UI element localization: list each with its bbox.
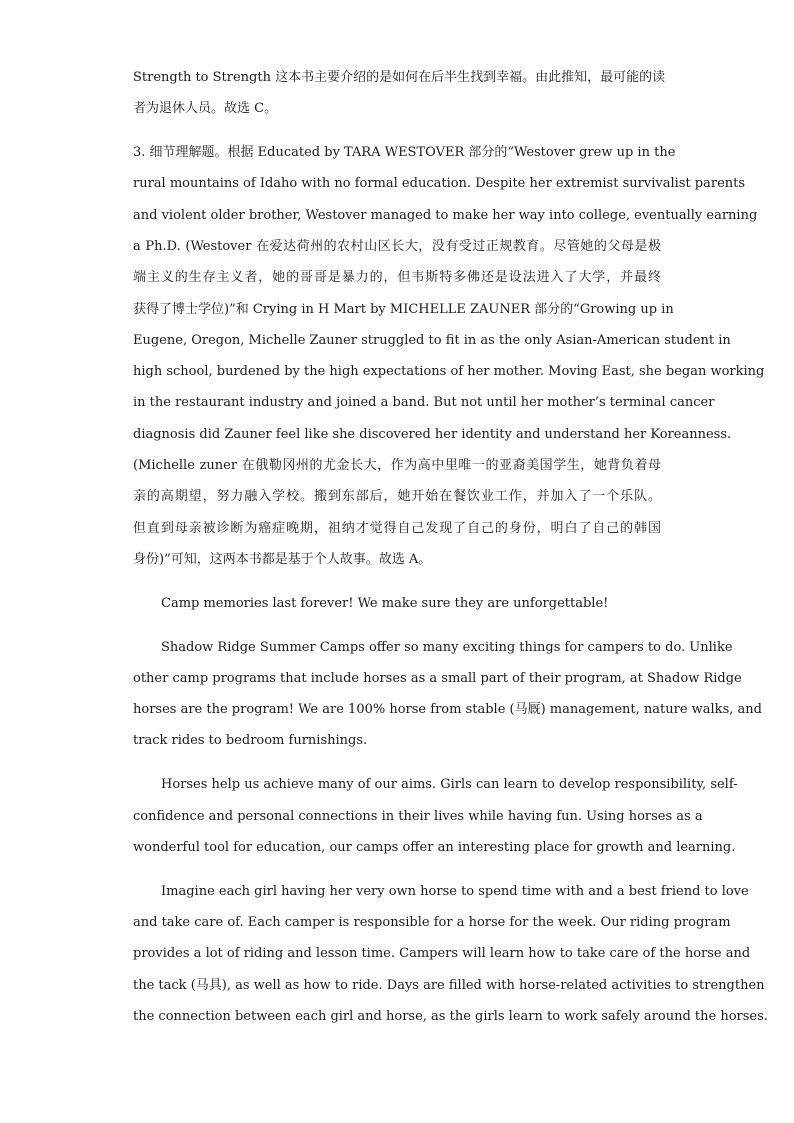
text-line: Imagine each girl having her very own horse to spend time with and a best friend to love — [161, 883, 749, 899]
paragraph-gap — [133, 125, 661, 138]
text-line: 但直到母亲被诊断为癌症晚期，祖纳才觉得自己发现了自己的身份，明白了自己的韩国 — [133, 520, 661, 536]
paragraph-gap — [133, 863, 661, 876]
passage — [133, 588, 768, 1032]
text-line: 者为退休人员。故选 C。 — [133, 101, 278, 117]
text-line: 端主义的生存主义者，她的哥哥是暴力的，但韦斯特多佛还是设法进入了大学，并最终 — [133, 270, 661, 286]
text-line: high school, burdened by the high expectations of her mother. Moving East, she began working — [133, 364, 765, 380]
text-line: other camp programs that include horses as a small part of their program, at Shadow Ridge — [133, 670, 742, 686]
text-line: Shadow Ridge Summer Camps offer so many exciting things for campers to do. Unlike — [161, 639, 733, 655]
text-line: 身份)”可知，这两本书都是基于个人故事。故选 A。 — [133, 551, 432, 567]
text-line: confidence and personal connections in their lives while having fun. Using horses as a — [133, 808, 703, 824]
text-line: the tack (马具), as well as how to ride. Days are filled with horse-related activities to strengthen — [133, 977, 765, 993]
passage-paragraph-1 — [133, 632, 762, 757]
text-line: and violent older brother, Westover managed to make her way into college, eventually earning — [133, 207, 758, 223]
text-line: 3. 细节理解题。根据 Educated by TARA WESTOVER 部分的“Westover grew up in the — [133, 145, 676, 161]
text-line: Horses help us achieve many of our aims. Girls can learn to develop responsibility, self- — [161, 777, 738, 793]
text-line: and take care of. Each camper is responsible for a horse for the week. Our riding program — [133, 914, 731, 930]
paragraph-gap — [133, 575, 661, 588]
text-line: Strength to Strength 这本书主要介绍的是如何在后半生找到幸福。由此推知，最可能的读 — [133, 70, 666, 85]
text-line: wonderful tool for education, our camps offer an interesting place for growth and learning. — [133, 839, 736, 855]
explanation-question-2 — [133, 62, 666, 125]
text-line: the connection between each girl and horse, as the girls learn to work safely around the horses. — [133, 1008, 768, 1024]
text-line: (Michelle zuner 在俄勒冈州的尤金长大，作为高中里唯一的亚裔美国学生，她背负着母 — [133, 458, 661, 474]
text-line: Eugene, Oregon, Michelle Zauner struggled to fit in as the only Asian-American student in — [133, 332, 731, 348]
paragraph-gap — [133, 757, 661, 770]
text-line: provides a lot of riding and lesson time. Campers will learn how to take care of the horse and — [133, 946, 751, 962]
text-line: a Ph.D. (Westover 在爱达荷州的农村山区长大，没有受过正规教育。尽管她的父母是极 — [133, 238, 661, 254]
document-page — [133, 62, 768, 1032]
passage-paragraph-2 — [133, 769, 738, 863]
passage-title: Camp memories last forever! We make sure they are unforgettable! — [161, 595, 609, 611]
passage-paragraph-3 — [133, 876, 768, 1032]
text-line: in the restaurant industry and joined a band. But not until her mother’s terminal cancer — [133, 395, 715, 411]
text-line: track rides to bedroom furnishings. — [133, 733, 368, 749]
text-line: rural mountains of Idaho with no formal education. Despite her extremist survivalist parents — [133, 176, 746, 192]
text-line: diagnosis did Zauner feel like she discovered her identity and understand her Koreanness. — [133, 426, 732, 442]
text-line: 亲的高期望，努力融入学校。搬到东部后，她开始在餐饮业工作，并加入了一个乐队。 — [133, 489, 661, 505]
text-line: horses are the program! We are 100% horse from stable (马厩) management, nature walks, and — [133, 702, 762, 718]
text-line: 获得了博士学位)”和 Crying in H Mart by MICHELLE ZAUNER 部分的“Growing up in — [133, 301, 674, 317]
paragraph-gap — [133, 619, 661, 632]
explanation-question-3 — [133, 137, 765, 575]
